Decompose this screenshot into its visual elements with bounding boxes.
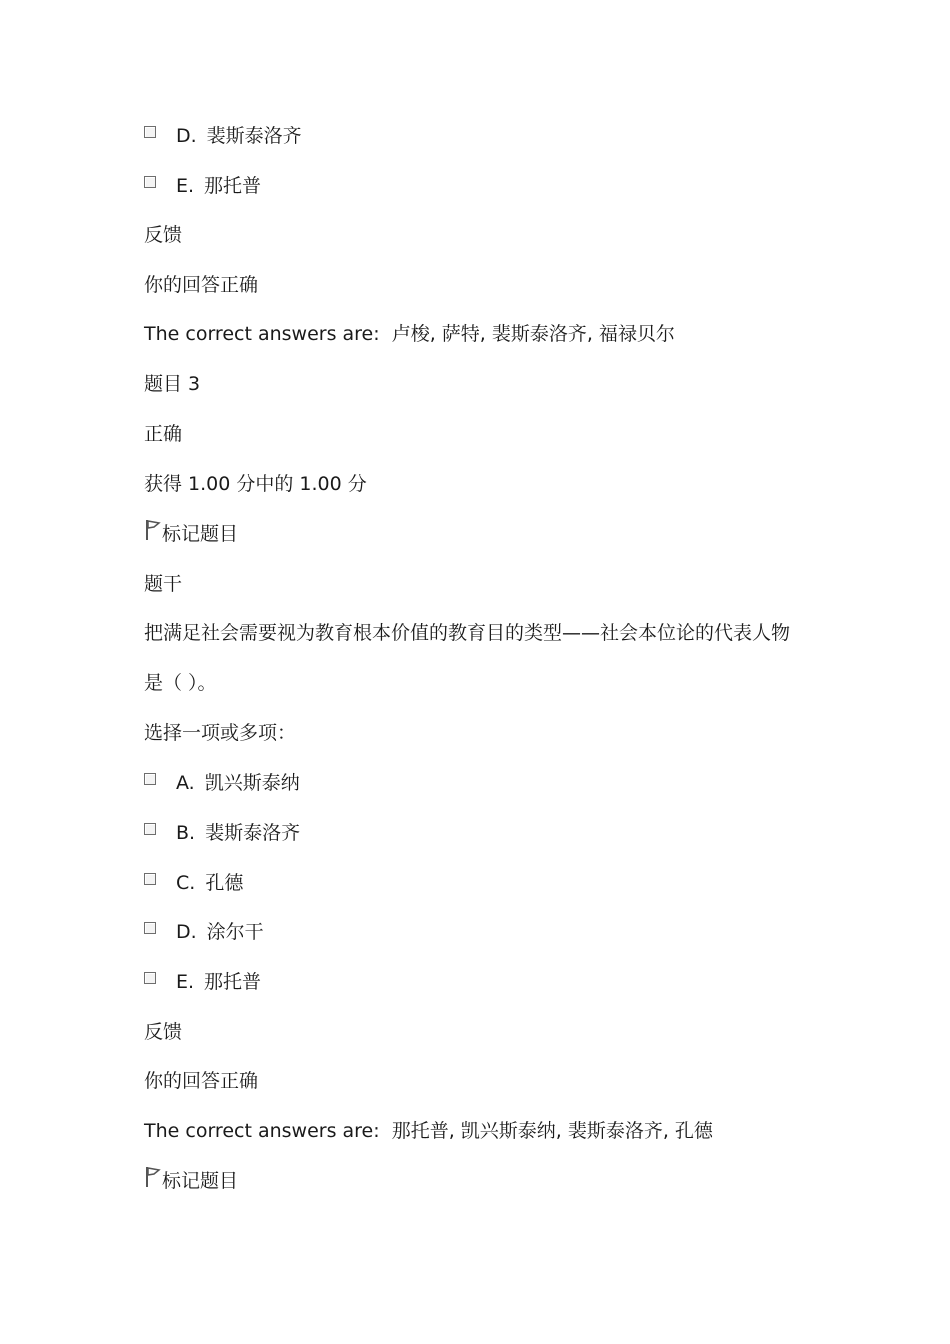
correct-answers-text: 那托普, 凯兴斯泰纳, 裴斯泰洛齐, 孔德 bbox=[391, 1120, 713, 1142]
option-text: 裴斯泰洛齐 bbox=[205, 822, 301, 844]
option-letter: E. bbox=[176, 971, 195, 993]
option-text: 涂尔干 bbox=[206, 921, 264, 943]
option-letter: C. bbox=[176, 872, 196, 894]
q2-option-d[interactable] bbox=[144, 121, 302, 151]
flag-icon[interactable] bbox=[144, 519, 162, 541]
q3-stem-label: 题干 bbox=[144, 573, 183, 595]
q3-option-c[interactable] bbox=[144, 868, 243, 898]
q3-option-e[interactable] bbox=[144, 967, 261, 997]
checkbox-icon[interactable] bbox=[144, 176, 156, 188]
q3-instruction: 选择一项或多项： bbox=[144, 722, 297, 744]
q3-feedback-label: 反馈 bbox=[144, 1021, 183, 1043]
q3-correct-answers bbox=[144, 1116, 713, 1146]
checkbox-icon[interactable] bbox=[144, 873, 156, 885]
q2-feedback-result: 你的回答正确 bbox=[144, 274, 259, 296]
flag-label: 标记题目 bbox=[162, 523, 239, 545]
q3-question-line-2: 是（ ）。 bbox=[144, 672, 217, 694]
q3-title: 题目 3 bbox=[144, 373, 201, 395]
q3-flag-question[interactable] bbox=[144, 519, 238, 549]
q3-feedback-result: 你的回答正确 bbox=[144, 1070, 259, 1092]
checkbox-icon[interactable] bbox=[144, 773, 156, 785]
checkbox-icon[interactable] bbox=[144, 972, 156, 984]
q4-flag-question[interactable] bbox=[144, 1166, 238, 1196]
option-text: 那托普 bbox=[204, 971, 262, 993]
flag-icon[interactable] bbox=[144, 1166, 162, 1188]
q3-status: 正确 bbox=[144, 423, 183, 445]
option-letter: A. bbox=[176, 772, 195, 794]
option-letter: E. bbox=[176, 175, 195, 197]
q2-correct-answers bbox=[144, 319, 675, 349]
q2-option-e[interactable] bbox=[144, 171, 261, 201]
option-text: 裴斯泰洛齐 bbox=[206, 125, 302, 147]
flag-label: 标记题目 bbox=[162, 1170, 239, 1192]
option-text: 凯兴斯泰纳 bbox=[204, 772, 300, 794]
checkbox-icon[interactable] bbox=[144, 922, 156, 934]
checkbox-icon[interactable] bbox=[144, 823, 156, 835]
q3-option-b[interactable] bbox=[144, 818, 300, 848]
option-letter: B. bbox=[176, 822, 196, 844]
correct-answers-prefix: The correct answers are: bbox=[144, 323, 380, 345]
q3-question-line-1: 把满足社会需要视为教育根本价值的教育目的类型——社会本位论的代表人物 bbox=[144, 622, 791, 644]
option-text: 孔德 bbox=[205, 872, 244, 894]
option-letter: D. bbox=[176, 125, 197, 147]
q2-feedback-label: 反馈 bbox=[144, 224, 183, 246]
q3-option-a[interactable] bbox=[144, 768, 300, 798]
option-letter: D. bbox=[176, 921, 197, 943]
q3-score: 获得 1.00 分中的 1.00 分 bbox=[144, 473, 367, 495]
correct-answers-text: 卢梭, 萨特, 裴斯泰洛齐, 福禄贝尔 bbox=[391, 323, 675, 345]
correct-answers-prefix: The correct answers are: bbox=[144, 1120, 380, 1142]
checkbox-icon[interactable] bbox=[144, 126, 156, 138]
q3-option-d[interactable] bbox=[144, 917, 264, 947]
option-text: 那托普 bbox=[204, 175, 262, 197]
